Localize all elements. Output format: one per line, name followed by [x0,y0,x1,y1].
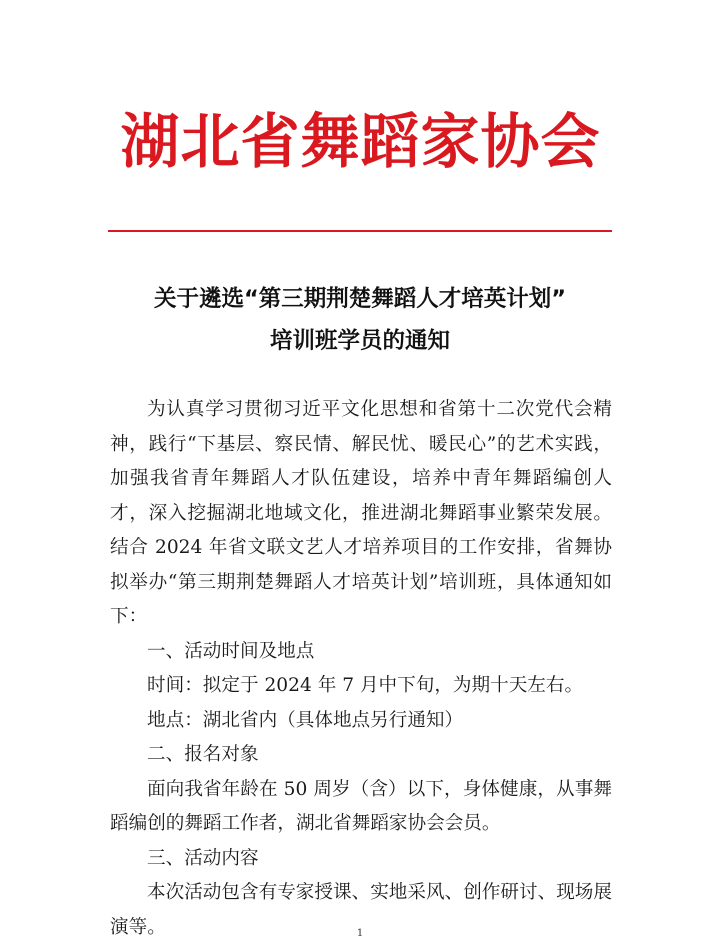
section-3-text: 本次活动包含有专家授课、实地采风、创作研讨、现场展演等。 [110,882,612,938]
notice-title-line-2: 培训班学员的通知 [269,328,450,354]
masthead-organization-name: 湖北省舞蹈家协会 [120,107,601,176]
section-2-text: 面向我省年龄在 50 周岁（含）以下，身体健康，从事舞蹈编创的舞蹈工作者，湖北省舞蹈家协会会员。 [110,778,612,834]
section-2-heading: 二、报名对象 [147,744,259,765]
notice-title-line-1: 关于遴选“第三期荆楚舞蹈人才培英计划” [153,286,567,312]
intro-paragraph: 为认真学习贯彻习近平文化思想和省第十二次党代会精神，践行“下基层、察民情、解民忧、暖民心”的艺术实践，加强我省青年舞蹈人才队伍建设，培养中青年舞蹈编创人才，深入挖掘湖北地域文化，推进湖北舞蹈事业繁荣发展。结合 2024 年省文联文艺人才培养项目的工作安排，省舞协拟举办“第三期荆楚舞蹈人才培英计划”培训班，具体通知如下： [110,399,612,627]
section-1-heading: 一、活动时间及地点 [147,640,315,662]
page-number: 1 [356,928,364,939]
notice-body [110,393,612,945]
masthead-red-rule [108,230,612,232]
notice-title [100,278,620,362]
section-3-heading: 三、活动内容 [147,847,259,869]
section-1-time: 时间：拟定于 2024 年 7 月中下旬，为期十天左右。 [147,675,584,696]
section-1-place: 地点：湖北省内（具体地点另行通知） [147,709,464,731]
